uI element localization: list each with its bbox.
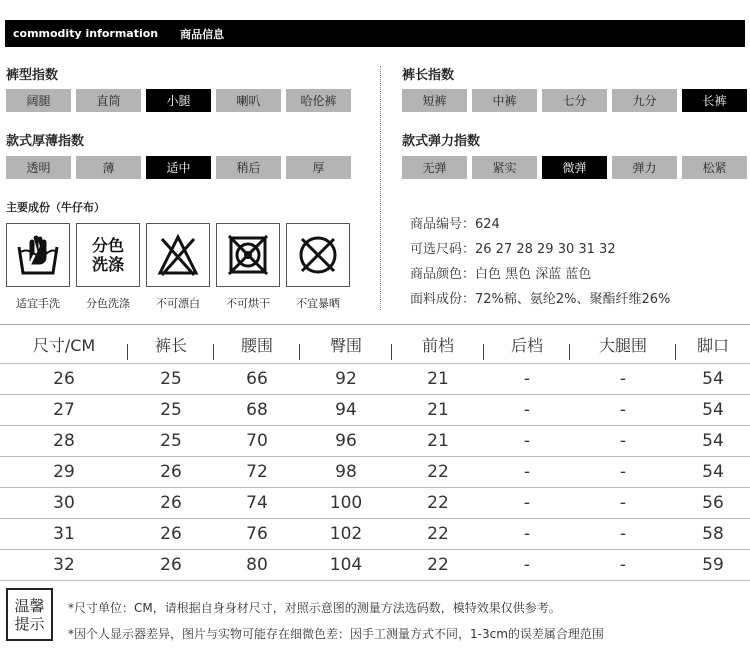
table-cell: -: [619, 462, 627, 482]
length-options: [402, 89, 750, 112]
length-option-nine: 九分: [612, 89, 677, 112]
header-en: commodity information: [13, 27, 159, 40]
fit-option-straight: 直筒: [76, 89, 141, 112]
header-length: 裤长: [128, 333, 214, 356]
table-cell: 98: [335, 462, 357, 482]
length-option-long: 长裤: [682, 89, 747, 112]
table-cell: 70: [246, 431, 268, 451]
thickness-options: [6, 156, 356, 179]
table-cell: -: [619, 431, 627, 451]
length-index-title: 裤长指数: [402, 68, 455, 83]
table-cell: 22: [427, 555, 449, 575]
separate-wash-icon-text-1: 分色: [91, 236, 124, 255]
stretch-option-elastic: 松紧: [682, 156, 747, 179]
table-cell: 21: [427, 369, 449, 389]
table-row: [0, 550, 750, 581]
table-cell: -: [619, 400, 627, 420]
thickness-option-thick: 厚: [286, 156, 351, 179]
table-header-row: [0, 324, 750, 364]
tip-badge-line-1: 温馨: [14, 596, 45, 615]
fit-index-title: 裤型指数: [6, 68, 59, 83]
header-hip: 臀围: [300, 333, 392, 356]
thickness-option-slightly: 稍后: [216, 156, 281, 179]
table-cell: 29: [53, 462, 75, 482]
care-label-separate-wash: 分色洗涤: [86, 297, 130, 310]
tip-line-1: *尺寸单位：CM，请根据自身身材尺寸，对照示意图的测量方法选码数，模特效果仅供参考。: [68, 601, 561, 615]
tip-badge: [6, 588, 53, 641]
table-cell: 56: [702, 493, 724, 513]
table-cell: -: [619, 493, 627, 513]
table-cell: 54: [702, 369, 724, 389]
length-option-mid: 中裤: [472, 89, 537, 112]
care-title: 主要成份（牛仔布）: [6, 201, 105, 214]
table-row: [0, 364, 750, 395]
separate-wash-icon-text-2: 洗涤: [91, 255, 124, 274]
care-label-no-bleach: 不可漂白: [156, 297, 200, 310]
header-cn: 商品信息: [180, 27, 225, 41]
table-row: [0, 488, 750, 519]
table-cell: 22: [427, 524, 449, 544]
table-cell: 104: [329, 555, 363, 575]
care-label-no-tumble-dry: 不可烘干: [226, 297, 270, 310]
table-cell: -: [619, 524, 627, 544]
stretch-index-title: 款式弹力指数: [402, 134, 481, 149]
table-cell: 74: [246, 493, 268, 513]
table-cell: -: [523, 493, 531, 513]
table-cell: 66: [246, 369, 268, 389]
table-cell: 72: [246, 462, 268, 482]
table-cell: 26: [160, 555, 182, 575]
table-cell: 92: [335, 369, 357, 389]
table-cell: 100: [329, 493, 363, 513]
table-row: [0, 519, 750, 550]
table-cell: 68: [246, 400, 268, 420]
header-thigh: 大腿围: [570, 333, 676, 356]
size-table: [0, 324, 750, 581]
hand-wash-icon: [6, 223, 70, 287]
product-code: 商品编号：624: [410, 217, 500, 232]
table-cell: -: [523, 462, 531, 482]
table-cell: 26: [160, 493, 182, 513]
product-sizes: 可选尺码：26 27 28 29 30 31 32: [410, 242, 616, 257]
table-cell: 26: [160, 524, 182, 544]
header-size: 尺寸/CM: [0, 333, 128, 356]
table-cell: 25: [160, 400, 182, 420]
header-back-rise: 后档: [484, 333, 570, 356]
table-cell: -: [619, 555, 627, 575]
thickness-index-title: 款式厚薄指数: [6, 134, 85, 149]
table-cell: 94: [335, 400, 357, 420]
care-label-hand-wash: 适宜手洗: [16, 297, 60, 310]
stretch-option-stretch: 弹力: [612, 156, 677, 179]
table-cell: 26: [53, 369, 75, 389]
product-fabric: 面料成份：72%棉、氨纶2%、聚酯纤维26%: [410, 292, 671, 307]
stretch-options: [402, 156, 750, 179]
fit-option-skinny: 小腿: [146, 89, 211, 112]
table-cell: 22: [427, 493, 449, 513]
table-cell: 31: [53, 524, 75, 544]
separate-wash-icon: [76, 223, 140, 287]
vertical-divider: [380, 66, 381, 310]
table-cell: -: [523, 400, 531, 420]
table-cell: 76: [246, 524, 268, 544]
table-row: [0, 426, 750, 457]
care-label-no-sun-dry: 不宜暴晒: [296, 297, 340, 310]
no-sun-dry-icon: [286, 223, 350, 287]
product-colors: 商品颜色：白色 黑色 深蓝 蓝色: [410, 267, 592, 282]
table-cell: 80: [246, 555, 268, 575]
table-cell: -: [523, 555, 531, 575]
table-cell: 30: [53, 493, 75, 513]
thickness-option-medium: 适中: [146, 156, 211, 179]
length-option-shorts: 短裤: [402, 89, 467, 112]
table-cell: 32: [53, 555, 75, 575]
stretch-option-slight: 微弹: [542, 156, 607, 179]
header-front-rise: 前档: [392, 333, 484, 356]
length-option-seven: 七分: [542, 89, 607, 112]
table-cell: 21: [427, 400, 449, 420]
header-leg-opening: 脚口: [696, 335, 729, 355]
stretch-option-firm: 紧实: [472, 156, 537, 179]
fit-options: [6, 89, 356, 112]
fit-option-harem: 哈伦裤: [286, 89, 351, 112]
table-cell: 25: [160, 369, 182, 389]
table-row: [0, 395, 750, 426]
table-cell: 58: [702, 524, 724, 544]
table-cell: 54: [702, 400, 724, 420]
table-cell: 59: [702, 555, 724, 575]
table-cell: 54: [702, 462, 724, 482]
table-cell: 96: [335, 431, 357, 451]
no-tumble-dry-icon: [216, 223, 280, 287]
commodity-info-header: [5, 20, 745, 47]
stretch-option-none: 无弹: [402, 156, 467, 179]
fit-option-flare: 喇叭: [216, 89, 281, 112]
tip-line-2: *因个人显示器差异，图片与实物可能存在细微色差：因手工测量方式不同，1-3cm的误差属合理范围: [68, 627, 604, 641]
fit-option-wide: 阔腿: [6, 89, 71, 112]
table-cell: -: [619, 369, 627, 389]
table-cell: 22: [427, 462, 449, 482]
header-waist: 腰围: [214, 333, 300, 356]
table-cell: 54: [702, 431, 724, 451]
table-cell: 102: [329, 524, 363, 544]
thickness-option-transparent: 透明: [6, 156, 71, 179]
table-cell: 27: [53, 400, 75, 420]
no-bleach-icon: [146, 223, 210, 287]
table-cell: -: [523, 369, 531, 389]
table-cell: 21: [427, 431, 449, 451]
table-row: [0, 457, 750, 488]
thickness-option-thin: 薄: [76, 156, 141, 179]
tip-badge-line-2: 提示: [14, 614, 45, 633]
table-cell: 28: [53, 431, 75, 451]
table-cell: 25: [160, 431, 182, 451]
table-cell: 26: [160, 462, 182, 482]
table-cell: -: [523, 431, 531, 451]
table-cell: -: [523, 524, 531, 544]
